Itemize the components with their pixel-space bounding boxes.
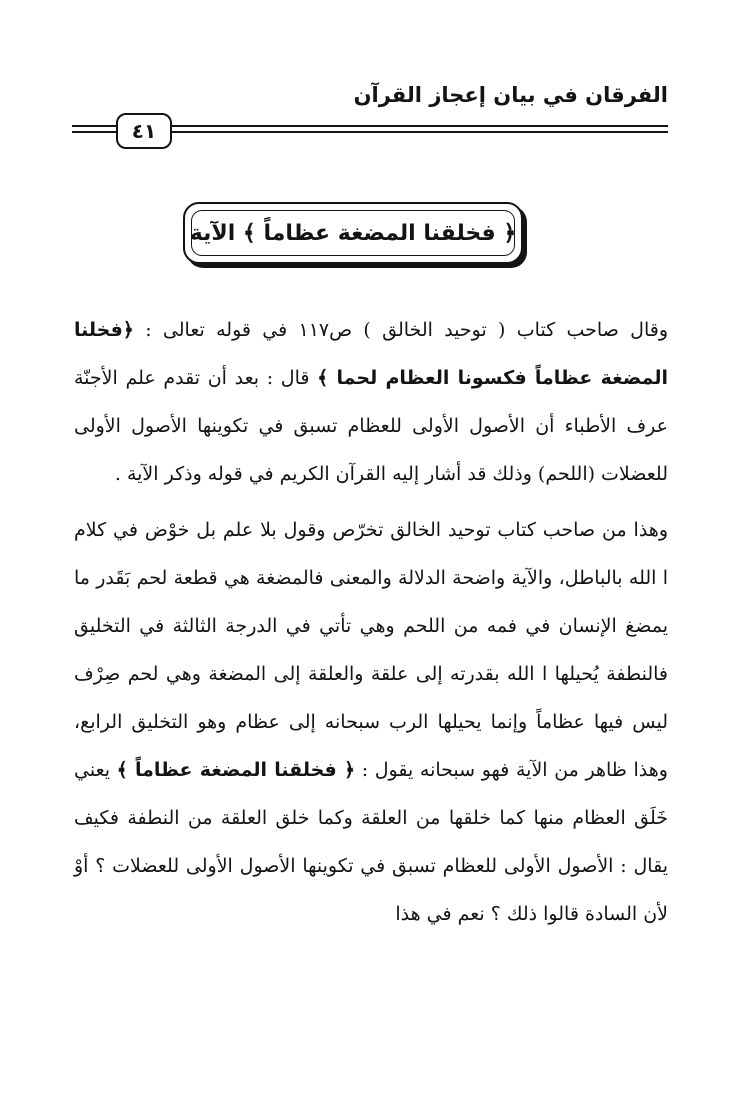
- paragraph-1-text-start: وقال صاحب كتاب ( توحيد الخالق ) ص١١٧ في قوله تعالى :: [133, 319, 669, 341]
- paragraph-2: [74, 506, 668, 938]
- page-number: ٤١: [116, 113, 172, 149]
- section-title-frame: [183, 202, 523, 264]
- paragraph-2-text-start: وهذا من صاحب كتاب توحيد الخالق تخرّص وقول بلا علم بل خوْض في كلام ا الله بالباطل، والآية واضحة الدلالة والمعنى فالمضغة هي قطعة لحم بَقَدر ما يمضغ الإنسان في فمه من اللحم وهي تأتي في الدرجة الثالثة في التخليق فالنطفة يُحيلها ا الله بقدرته إلى علقة والعلقة إلى المضغة وهي لحم صِرْف ليس فيها عظاماً وإنما يحيلها الرب سبحانه إلى عظام وهو التخليق الرابع، وهذا ظاهر من الآية فهو سبحانه يقول :: [74, 519, 668, 781]
- header-rule-right-bottom: [172, 131, 668, 133]
- header-rule-left-bottom: [72, 131, 116, 133]
- paragraph-1-text-end: قال : بعد أن تقدم علم الأجنّة عرف الأطباء أن الأصول الأولى للعظام تسبق في تكوينها الأصول الأولى للعضلات (اللحم) وذلك قد أشار إليه القرآن الكريم في قوله وذكر الآية .: [74, 367, 668, 485]
- section-title: ﴿ فخلقنا المضغة عظاماً ﴾ الآية: [191, 210, 515, 256]
- paragraph-2-quran-quote: ﴿ فخلقنا المضغة عظاماً ﴾: [116, 759, 356, 781]
- paragraph-1-quran-quote: ﴿فخلنا المضغة عظاماً فكسونا العظام لحما ﴾: [74, 319, 668, 389]
- paragraph-1: [74, 306, 668, 498]
- running-header-book-title: الفرقان في بيان إعجاز القرآن: [353, 83, 668, 107]
- header-rule-right-top: [172, 125, 668, 127]
- header-rule-left-top: [72, 125, 116, 127]
- paragraph-2-text-end: يعني خَلَق العظام منها كما خلقها من العلقة وكما خلق العلقة من النطفة فكيف يقال : الأصول الأولى للعظام تسبق في تكوينها الأصول الأولى للعضلات ؟ أوْ لأن السادة قالوا ذلك ؟ نعم في هذا: [74, 759, 668, 925]
- body-text: [74, 306, 668, 938]
